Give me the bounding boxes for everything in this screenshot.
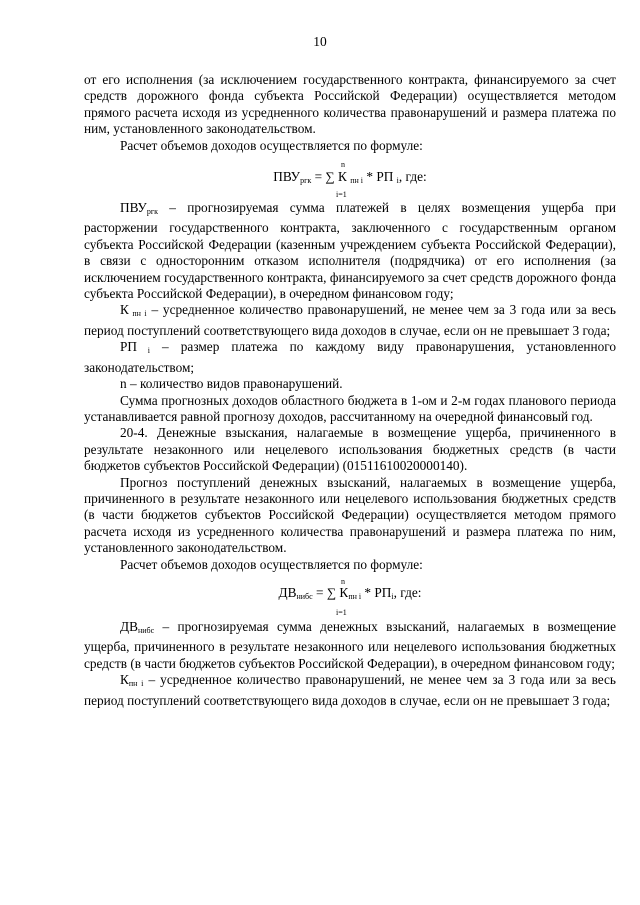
paragraph-planning-period: Сумма прогнозных доходов областного бюджета в 1-ом и 2-м годах планового периода устанавливается равной прогнозу доходов, рассчитанному на очередной финансовый год. <box>84 392 616 424</box>
definition-k: К $_{пн i}$ – усредненное количество правонарушений, не менее чем за 3 года или за весь период поступлений соответствующего вида доходов в случае, если он не превышает 3 года; <box>84 302 616 338</box>
formula-intro-2: Расчет объемов доходов осуществляется по формуле: <box>120 556 423 572</box>
formula-pvu <box>84 154 616 200</box>
formula-expression-2: $ДВ_{нибс}$ = ∑ $К_{пн i} * РП_i$, где: <box>278 584 422 601</box>
definition-k-2: $К_{пн i}$ – усредненное количество правонарушений, не менее чем за 3 года или за весь период поступлений соответствующего вида доходов в случае, если он не превышает 3 года; <box>84 672 616 708</box>
definition-rp: РП $_i$ – размер платежа по каждому виду правонарушения, установленного законодательством; <box>84 339 616 375</box>
section-20-4: 20-4. Денежные взыскания, налагаемые в возмещение ущерба, причиненного в результате незаконного или нецелевого использования бюджетных средств (в части бюджетов субъектов Российской Федерации) (01511610020000140). <box>84 425 616 474</box>
definition-pvu: $ПВУ_{ргк}$ – прогнозируемая сумма платежей в целях возмещения ущерба при расторжении государственного контракта, заключенного с государственным органом субъекта Российской Федерации (казенным учреждением субъекта Российской Федерации), в связи с односторонним отказом исполнителя (подрядчика) от его исполнения (за исключением государственного контракта, финансируемого за счет средств дорожного фонда субъекта Российской Федерации), в очередном финансовом году; <box>84 200 616 302</box>
formula-expression: $ПВУ_{ргк}$ = ∑ К $_{пн i}$ * РП $_i$, где: <box>273 169 427 186</box>
sum-lower-limit: i=1 <box>336 190 347 200</box>
sum-upper-limit-2: n <box>341 576 345 586</box>
formula-dv <box>84 573 616 619</box>
definition-n: n – количество видов правонарушений. <box>120 376 343 392</box>
formula-intro: Расчет объемов доходов осуществляется по формуле: <box>120 137 423 153</box>
definition-dv: $ДВ_{нибс}$ – прогнозируемая сумма денежных взысканий, налагаемых в возмещение ущерба, причиненного в результате незаконного или нецелевого использования бюджетных средств (в части бюджетов субъектов Российской Федерации), в очередном финансовом году; <box>84 618 616 671</box>
document-body <box>84 72 616 709</box>
paragraph-continuation: от его исполнения (за исключением государственного контракта, финансируемого за счет средств дорожного фонда субъекта Российской Федерации) осуществляется методом прямого расчета исходя из усредненного количества правонарушений и размера платежа по ним, установленного законодательством. <box>84 72 616 137</box>
paragraph-forecast: Прогноз поступлений денежных взысканий, налагаемых в возмещение ущерба, причиненного в результате незаконного или нецелевого использования бюджетных средств (в части бюджетов субъектов Российской Федерации) осуществляется методом прямого расчета исходя из усредненного количества правонарушений и размера платежа по ним, установленного законодательством. <box>84 474 616 556</box>
sum-lower-limit-2: i=1 <box>336 607 347 617</box>
sum-upper-limit: n <box>341 160 345 170</box>
sum-sign: ∑ <box>325 169 335 185</box>
sum-sign-2: ∑ <box>326 584 337 600</box>
page-number: 10 <box>313 34 327 49</box>
